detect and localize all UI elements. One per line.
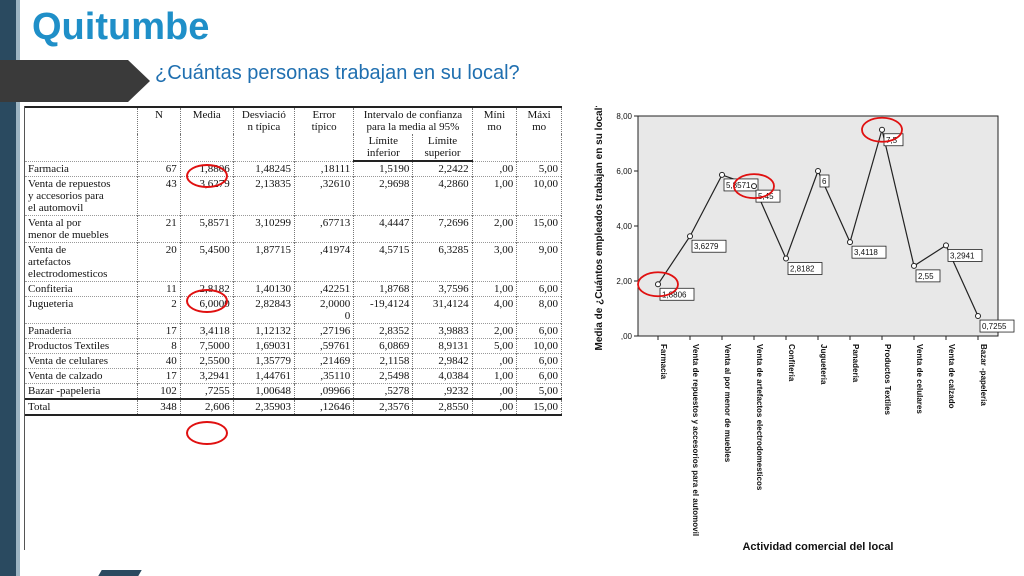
cell-maximo: 15,00 bbox=[517, 216, 562, 243]
cell-minimo: 2,00 bbox=[472, 324, 517, 339]
cell-error: ,59761 bbox=[295, 339, 354, 354]
table-total-row bbox=[25, 399, 562, 415]
cell-media: 3,4118 bbox=[180, 324, 233, 339]
cell-error: ,35110 bbox=[295, 369, 354, 384]
data-point bbox=[976, 314, 981, 319]
header-maximo: Máxi mo bbox=[517, 107, 562, 161]
cell-limite-inferior: 1,8768 bbox=[354, 282, 413, 297]
header-intervalo: Intervalo de confianza para la media al 95% bbox=[354, 107, 472, 134]
cell-minimo: 1,00 bbox=[472, 369, 517, 384]
cell-desviacion: 1,69031 bbox=[233, 339, 294, 354]
y-tick-label: 6,00 bbox=[616, 167, 632, 176]
table-row bbox=[25, 369, 562, 384]
data-label: 5,8571 bbox=[726, 180, 751, 190]
table-row bbox=[25, 216, 562, 243]
cell-media: 3,6279 bbox=[180, 177, 233, 216]
cell-limite-superior: 2,2422 bbox=[413, 161, 472, 177]
cell-maximo: 10,00 bbox=[517, 177, 562, 216]
cell-error: ,21469 bbox=[295, 354, 354, 369]
x-tick-label: Venta de repuestos y accesorios para el automovil bbox=[691, 344, 700, 537]
cell-desviacion: 1,48245 bbox=[233, 161, 294, 177]
y-tick-label: 4,00 bbox=[616, 222, 632, 231]
cell-error: ,41974 bbox=[295, 243, 354, 282]
cell-limite-inferior: 2,9698 bbox=[354, 177, 413, 216]
cell-desviacion: 1,40130 bbox=[233, 282, 294, 297]
cell-maximo: 6,00 bbox=[517, 354, 562, 369]
chart-panel bbox=[586, 106, 1018, 564]
cell-limite-inferior: 2,5498 bbox=[354, 369, 413, 384]
cell-maximo: 10,00 bbox=[517, 339, 562, 354]
x-axis-label: Actividad comercial del local bbox=[742, 541, 894, 553]
table-header-row bbox=[25, 107, 562, 134]
cell-n: 102 bbox=[138, 384, 181, 400]
y-tick-label: 2,00 bbox=[616, 277, 632, 286]
data-label: 3,6279 bbox=[694, 242, 719, 252]
table-row bbox=[25, 324, 562, 339]
cell-limite-superior: 4,0384 bbox=[413, 369, 472, 384]
cell-error: ,67713 bbox=[295, 216, 354, 243]
header-error: Error típico bbox=[295, 107, 354, 161]
cell-desviacion: 3,10299 bbox=[233, 216, 294, 243]
data-label: 2,8182 bbox=[790, 264, 815, 274]
cell-minimo: 3,00 bbox=[472, 243, 517, 282]
table-row bbox=[25, 161, 562, 177]
data-point bbox=[688, 234, 693, 239]
cell-error: ,18111 bbox=[295, 161, 354, 177]
table-row bbox=[25, 354, 562, 369]
x-tick-label: Confiteria bbox=[787, 344, 796, 382]
x-tick-label: Bazar -papeleria bbox=[979, 344, 988, 406]
slide-title: Quitumbe bbox=[32, 6, 210, 48]
cell-n: 8 bbox=[138, 339, 181, 354]
highlight-circle-textiles bbox=[186, 421, 228, 445]
cell-label: Total bbox=[25, 399, 138, 415]
cell-n: 43 bbox=[138, 177, 181, 216]
y-tick-label: ,00 bbox=[620, 332, 632, 341]
data-label: 1,8806 bbox=[662, 290, 687, 300]
cell-minimo: 4,00 bbox=[472, 297, 517, 324]
cell-desviacion: 2,35903 bbox=[233, 399, 294, 415]
cell-minimo: 1,00 bbox=[472, 282, 517, 297]
cell-n: 17 bbox=[138, 369, 181, 384]
x-tick-label: Farmacia bbox=[659, 344, 668, 380]
header-minimo: Míni mo bbox=[472, 107, 517, 161]
cell-limite-inferior: -19,4124 bbox=[354, 297, 413, 324]
table-row bbox=[25, 297, 562, 324]
cell-limite-superior: 2,8550 bbox=[413, 399, 472, 415]
header-limite-superior: Límite superior bbox=[413, 134, 472, 161]
data-point bbox=[752, 184, 757, 189]
x-tick-label: Jugueteria bbox=[819, 344, 828, 385]
data-point bbox=[784, 256, 789, 261]
data-label: 5,45 bbox=[758, 192, 774, 202]
table-row bbox=[25, 339, 562, 354]
header-desviacion: Desviació n típica bbox=[233, 107, 294, 161]
x-tick-label: Venta de celulares bbox=[915, 344, 924, 414]
cell-maximo: 15,00 bbox=[517, 399, 562, 415]
cell-limite-inferior: 1,5190 bbox=[354, 161, 413, 177]
table-row bbox=[25, 384, 562, 400]
cell-desviacion: 2,82843 bbox=[233, 297, 294, 324]
data-label: 2,55 bbox=[918, 271, 934, 281]
cell-media: 3,2941 bbox=[180, 369, 233, 384]
x-tick-label: Productos Textiles bbox=[883, 344, 892, 415]
cell-error: 2,0000 0 bbox=[295, 297, 354, 324]
statistics-table-panel bbox=[24, 106, 562, 550]
cell-n: 2 bbox=[138, 297, 181, 324]
cell-limite-inferior: 2,8352 bbox=[354, 324, 413, 339]
cell-label: Venta al por menor de muebles bbox=[25, 216, 138, 243]
cell-label: Jugueteria bbox=[25, 297, 138, 324]
data-point bbox=[944, 243, 949, 248]
cell-desviacion: 1,44761 bbox=[233, 369, 294, 384]
cell-label: Venta de calzado bbox=[25, 369, 138, 384]
y-tick-label: 8,00 bbox=[616, 112, 632, 121]
cell-media: 7,5000 bbox=[180, 339, 233, 354]
cell-minimo: 2,00 bbox=[472, 216, 517, 243]
cell-media: 2,8182 bbox=[180, 282, 233, 297]
cell-limite-inferior: 2,3576 bbox=[354, 399, 413, 415]
data-point bbox=[720, 172, 725, 177]
table-row bbox=[25, 243, 562, 282]
table-row bbox=[25, 282, 562, 297]
cell-media: 5,4500 bbox=[180, 243, 233, 282]
data-point bbox=[816, 169, 821, 174]
cell-maximo: 6,00 bbox=[517, 282, 562, 297]
cell-limite-superior: 4,2860 bbox=[413, 177, 472, 216]
cell-maximo: 8,00 bbox=[517, 297, 562, 324]
cell-desviacion: 2,13835 bbox=[233, 177, 294, 216]
cell-label: Venta de repuestos y accesorios para el automovil bbox=[25, 177, 138, 216]
cell-desviacion: 1,00648 bbox=[233, 384, 294, 400]
cell-maximo: 6,00 bbox=[517, 324, 562, 339]
cell-media: 2,606 bbox=[180, 399, 233, 415]
cell-limite-superior: 6,3285 bbox=[413, 243, 472, 282]
cell-label: Venta de artefactos electrodomesticos bbox=[25, 243, 138, 282]
x-tick-label: Venta de calzado bbox=[947, 344, 956, 409]
cell-n: 11 bbox=[138, 282, 181, 297]
statistics-table bbox=[25, 106, 562, 416]
cell-error: ,12646 bbox=[295, 399, 354, 415]
cell-error: ,32610 bbox=[295, 177, 354, 216]
data-point bbox=[848, 240, 853, 245]
cell-n: 21 bbox=[138, 216, 181, 243]
cell-limite-superior: 8,9131 bbox=[413, 339, 472, 354]
cell-label: Confiteria bbox=[25, 282, 138, 297]
cell-limite-superior: 31,4124 bbox=[413, 297, 472, 324]
cell-limite-superior: 7,2696 bbox=[413, 216, 472, 243]
slide-subtitle: ¿Cuántas personas trabajan en su local? bbox=[155, 62, 520, 84]
cell-media: 1,8806 bbox=[180, 161, 233, 177]
cell-minimo: ,00 bbox=[472, 161, 517, 177]
cell-minimo: 5,00 bbox=[472, 339, 517, 354]
cell-limite-inferior: ,5278 bbox=[354, 384, 413, 400]
cell-limite-inferior: 2,1158 bbox=[354, 354, 413, 369]
subtitle-flag bbox=[0, 60, 150, 102]
plot-area bbox=[638, 116, 998, 336]
cell-limite-inferior: 4,5715 bbox=[354, 243, 413, 282]
cell-media: 2,5500 bbox=[180, 354, 233, 369]
means-line-chart bbox=[586, 106, 1018, 564]
header-media: Media bbox=[180, 107, 233, 161]
data-label: 6 bbox=[822, 177, 827, 186]
cell-minimo: 1,00 bbox=[472, 177, 517, 216]
cell-maximo: 5,00 bbox=[517, 161, 562, 177]
cell-label: Farmacia bbox=[25, 161, 138, 177]
header-limite-inferior: Límite inferior bbox=[354, 134, 413, 161]
data-label: 3,4118 bbox=[854, 248, 878, 258]
cell-media: 5,8571 bbox=[180, 216, 233, 243]
cell-media: 6,0000 bbox=[180, 297, 233, 324]
cell-label: Bazar -papeleria bbox=[25, 384, 138, 400]
table-row bbox=[25, 177, 562, 216]
cell-minimo: ,00 bbox=[472, 354, 517, 369]
cell-desviacion: 1,12132 bbox=[233, 324, 294, 339]
data-point bbox=[880, 127, 885, 132]
cell-limite-superior: 3,9883 bbox=[413, 324, 472, 339]
data-point bbox=[912, 263, 917, 268]
cell-n: 20 bbox=[138, 243, 181, 282]
cell-minimo: ,00 bbox=[472, 399, 517, 415]
y-axis-label: Media de ¿Cuántos empleados trabajan en su local? bbox=[594, 106, 605, 351]
x-tick-label: Venta al por menor de muebles bbox=[723, 344, 732, 463]
cell-label: Productos Textiles bbox=[25, 339, 138, 354]
data-point bbox=[656, 282, 661, 287]
cell-limite-superior: ,9232 bbox=[413, 384, 472, 400]
cell-n: 67 bbox=[138, 161, 181, 177]
cell-n: 17 bbox=[138, 324, 181, 339]
cell-label: Panaderia bbox=[25, 324, 138, 339]
cell-limite-inferior: 6,0869 bbox=[354, 339, 413, 354]
cell-maximo: 9,00 bbox=[517, 243, 562, 282]
cell-limite-superior: 3,7596 bbox=[413, 282, 472, 297]
data-label: 3,2941 bbox=[950, 251, 975, 261]
cell-n: 348 bbox=[138, 399, 181, 415]
data-label: 0,7255 bbox=[982, 322, 1007, 332]
cell-limite-inferior: 4,4447 bbox=[354, 216, 413, 243]
cell-n: 40 bbox=[138, 354, 181, 369]
cell-maximo: 5,00 bbox=[517, 384, 562, 400]
cell-error: ,09966 bbox=[295, 384, 354, 400]
x-tick-label: Panaderia bbox=[851, 344, 860, 383]
bottom-decoration bbox=[98, 570, 141, 576]
cell-maximo: 6,00 bbox=[517, 369, 562, 384]
cell-desviacion: 1,87715 bbox=[233, 243, 294, 282]
cell-label: Venta de celulares bbox=[25, 354, 138, 369]
data-label: 7,5 bbox=[886, 135, 898, 145]
cell-error: ,27196 bbox=[295, 324, 354, 339]
header-empty-cell bbox=[25, 107, 138, 161]
cell-desviacion: 1,35779 bbox=[233, 354, 294, 369]
x-tick-label: Venta de artefactos electrodomesticos bbox=[755, 344, 764, 491]
header-n: N bbox=[138, 107, 181, 161]
cell-error: ,42251 bbox=[295, 282, 354, 297]
cell-limite-superior: 2,9842 bbox=[413, 354, 472, 369]
cell-media: ,7255 bbox=[180, 384, 233, 400]
cell-minimo: ,00 bbox=[472, 384, 517, 400]
